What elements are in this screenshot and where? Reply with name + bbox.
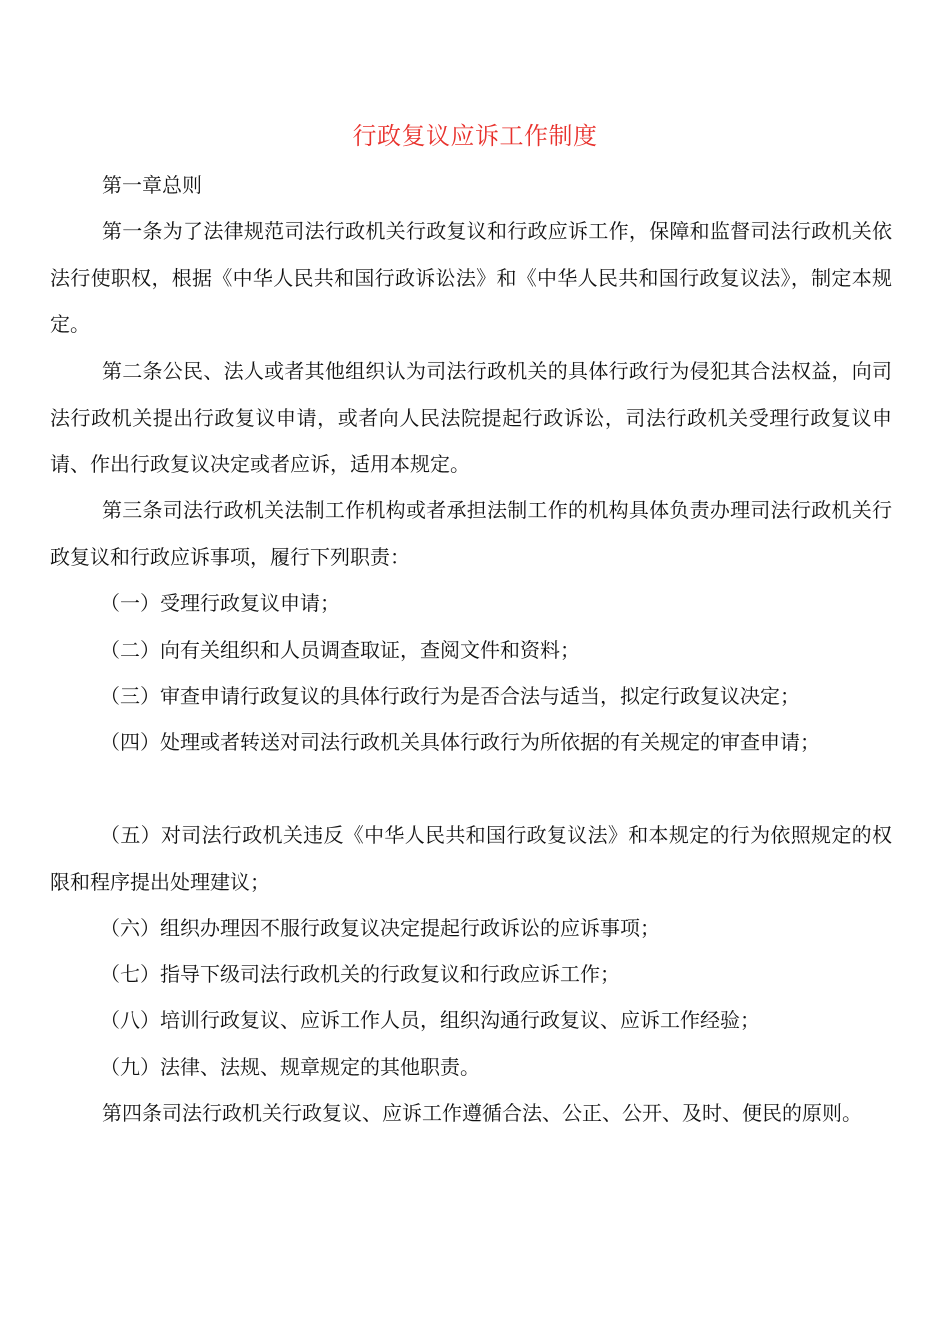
duty-item-9: （九）法律、法规、规章规定的其他职责。 [100,1055,480,1079]
duty-item-6: （六）组织办理因不服行政复议决定提起行政诉讼的应诉事项； [100,916,660,940]
duty-item-4: （四）处理或者转送对司法行政机关具体行政行为所依据的有关规定的审查申请； [100,730,820,754]
duty-item-8: （八）培训行政复议、应诉工作人员，组织沟通行政复议、应诉工作经验； [100,1008,760,1032]
duty-item-7: （七）指导下级司法行政机关的行政复议和行政应诉工作； [100,962,620,986]
document-title: 行政复议应诉工作制度 [352,122,598,150]
article-4: 第四条司法行政机关行政复议、应诉工作遵循合法、公正、公开、及时、便民的原则。 [102,1101,862,1125]
duty-item-2: （二）向有关组织和人员调查取证，查阅文件和资料； [100,638,580,662]
duty-item-1: （一）受理行政复议申请； [100,591,340,615]
duty-item-5: （五）对司法行政机关违反《中华人民共和国行政复议法》和本规定的行为依照规定的权限和程序提出处理建议； [50,823,892,894]
chapter-heading: 第一章总则 [102,173,202,197]
article-1: 第一条为了法律规范司法行政机关行政复议和行政应诉工作，保障和监督司法行政机关依法行使职权，根据《中华人民共和国行政诉讼法》和《中华人民共和国行政复议法》，制定本规定。 [50,219,892,336]
article-2: 第二条公民、法人或者其他组织认为司法行政机关的具体行政行为侵犯其合法权益，向司法行政机关提出行政复议申请，或者向人民法院提起行政诉讼，司法行政机关受理行政复议申请、作出行政复议决定或者应诉，适用本规定。 [50,359,892,476]
duty-item-3: （三）审查申请行政复议的具体行政行为是否合法与适当，拟定行政复议决定； [100,684,800,708]
article-3: 第三条司法行政机关法制工作机构或者承担法制工作的机构具体负责办理司法行政机关行政复议和行政应诉事项，履行下列职责： [50,498,892,569]
